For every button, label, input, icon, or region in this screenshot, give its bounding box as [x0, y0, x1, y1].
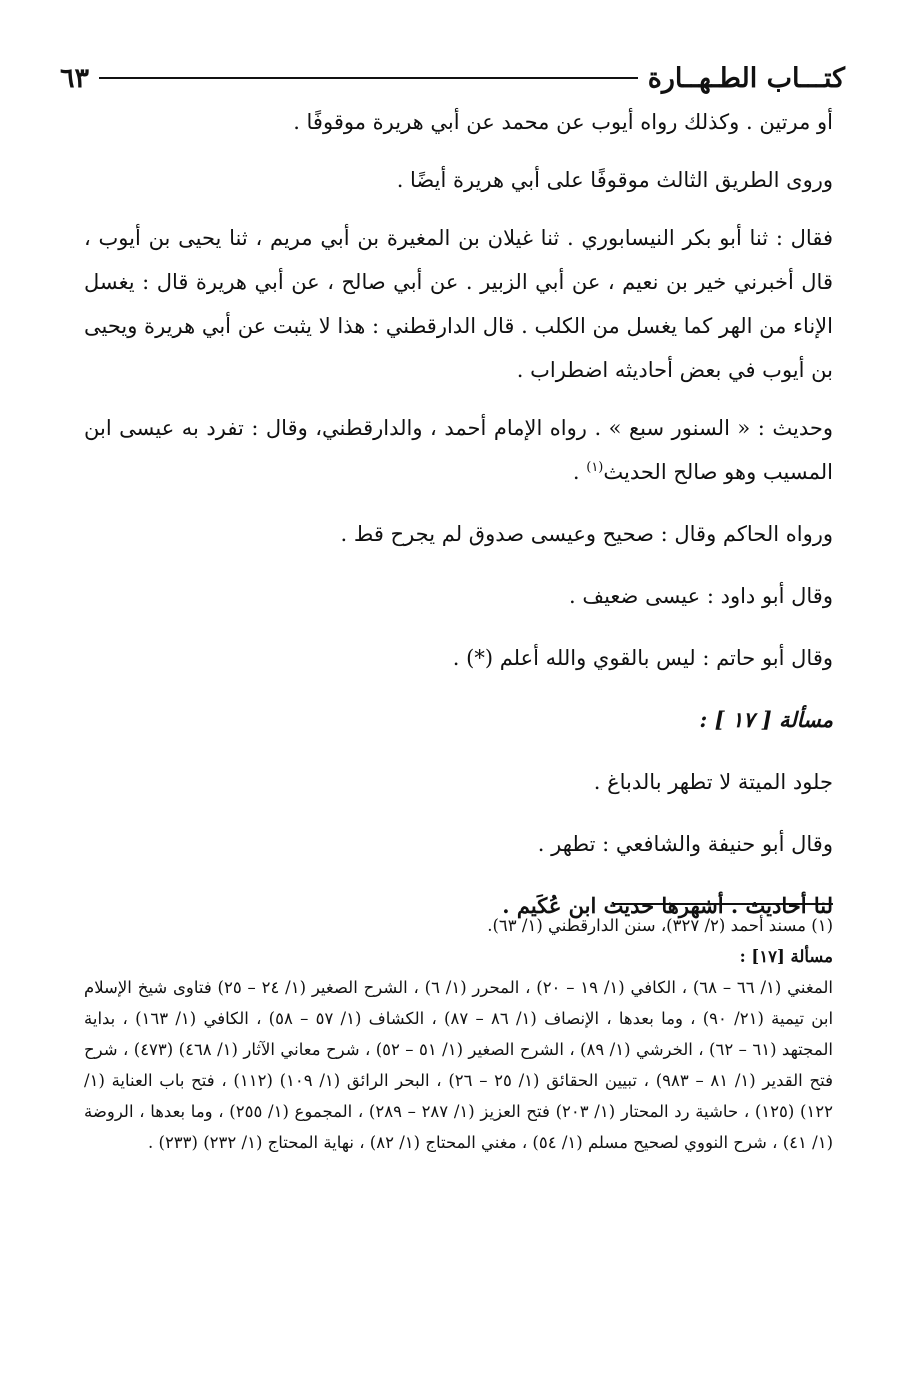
- paragraph-9: جلود الميتة لا تطهر بالدباغ .: [593, 770, 833, 794]
- footnote-ref-1[interactable]: (١): [586, 460, 604, 475]
- main-text: [84, 100, 833, 928]
- paragraph-2: وروى الطريق الثالث موقوفًا على أبي هريرة أيضًا .: [396, 168, 833, 192]
- footnotes: [84, 910, 833, 1158]
- header-rule: [99, 77, 638, 79]
- paragraph-5: ورواه الحاكم وقال : صحيح وعيسى صدوق لم يجرح قط .: [340, 522, 833, 546]
- masala-heading: مسألة [ ١٧ ] :: [699, 707, 833, 732]
- paragraph-1: أو مرتين . وكذلك رواه أيوب عن محمد عن أبي هريرة موقوفًا .: [293, 110, 833, 134]
- paragraph-4: [84, 406, 833, 494]
- paragraph-11: لنا أحاديث . أشهرها حديث ابن عُكَيم .: [502, 893, 833, 918]
- paragraph-3: فقال : ثنا أبو بكر النيسابوري . ثنا غيلان بن المغيرة بن أبي مريم ، ثنا يحيى بن أيوب ، قال أخبرني خير بن نعيم ، عن أبي الزبير . عن أبي صالح ، عن أبي هريرة قال : يغسل الإناء من الهر كما يغسل من الكلب . قال الدارقطني : هذا لا يثبت عن أبي هريرة ويحيى بن أيوب في بعض أحاديثه اضطراب .: [84, 226, 833, 382]
- page-number: ٦٣: [60, 62, 90, 94]
- running-title: كتـــاب الطـهــارة: [647, 62, 845, 94]
- footnote-1: (١) مسند أحمد (٢/ ٣٢٧)، سنن الدارقطني (١/ ٦٣).: [487, 916, 833, 935]
- paragraph-4-text: وحديث : « السنور سبع » . رواه الإمام أحمد ، والدارقطني، وقال : تفرد به عيسى ابن المسيب وهو صالح الحديث: [84, 416, 833, 484]
- masala-references: المغني (١/ ٦٦ – ٦٨) ، الكافي (١/ ١٩ – ٢٠) ، المحرر (١/ ٦) ، الشرح الصغير (١/ ٢٤ – ٢٥) فتاوى شيخ الإسلام ابن تيمية (٢١/ ٩٠) ، وما بعدها ، الإنصاف (١/ ٨٦ – ٨٧) ، الكشاف (١/ ٥٧ – ٥٨) ، الكافي (١/ ١٦٣) ، بداية المجتهد (٦١ – ٦٢) ، الخرشي (١/ ٨٩) ، الشرح الصغير (١/ ٥١ – ٥٢) ، شرح معاني الآثار (١/ ٤٦٨) (٤٧٣) ، شرح فتح القدير (١/ ٨١ – ٩٨٣) ، تبيين الحقائق (١/ ٢٥ – ٢٦) ، البحر الرائق (١/ ١٠٩) (١١٢) ، فتح باب العناية (١/ ١٢٢) (١٢٥) ، حاشية رد المحتار (١/ ٢٠٣) فتح العزيز (١/ ٢٨٧ – ٢٨٩) ، المجموع (١/ ٢٥٥) ، وما بعدها ، الروضة (١/ ٤١) ، شرح النووي لصحيح مسلم (١/ ٥٤) ، مغني المحتاج (١/ ٨٢) ، نهاية المحتاج (١/ ٢٣٢) (٢٣٣) .: [84, 978, 834, 1152]
- page-header: [60, 58, 845, 98]
- masala-note-label: مسألة [١٧] :: [739, 947, 833, 966]
- paragraph-7: وقال أبو حاتم : ليس بالقوي والله أعلم (*) .: [452, 646, 833, 670]
- paragraph-4-end: .: [572, 460, 587, 484]
- footnote-rule: [613, 903, 833, 905]
- paragraph-10: وقال أبو حنيفة والشافعي : تطهر .: [537, 832, 833, 856]
- paragraph-6: وقال أبو داود : عيسى ضعيف .: [569, 584, 833, 608]
